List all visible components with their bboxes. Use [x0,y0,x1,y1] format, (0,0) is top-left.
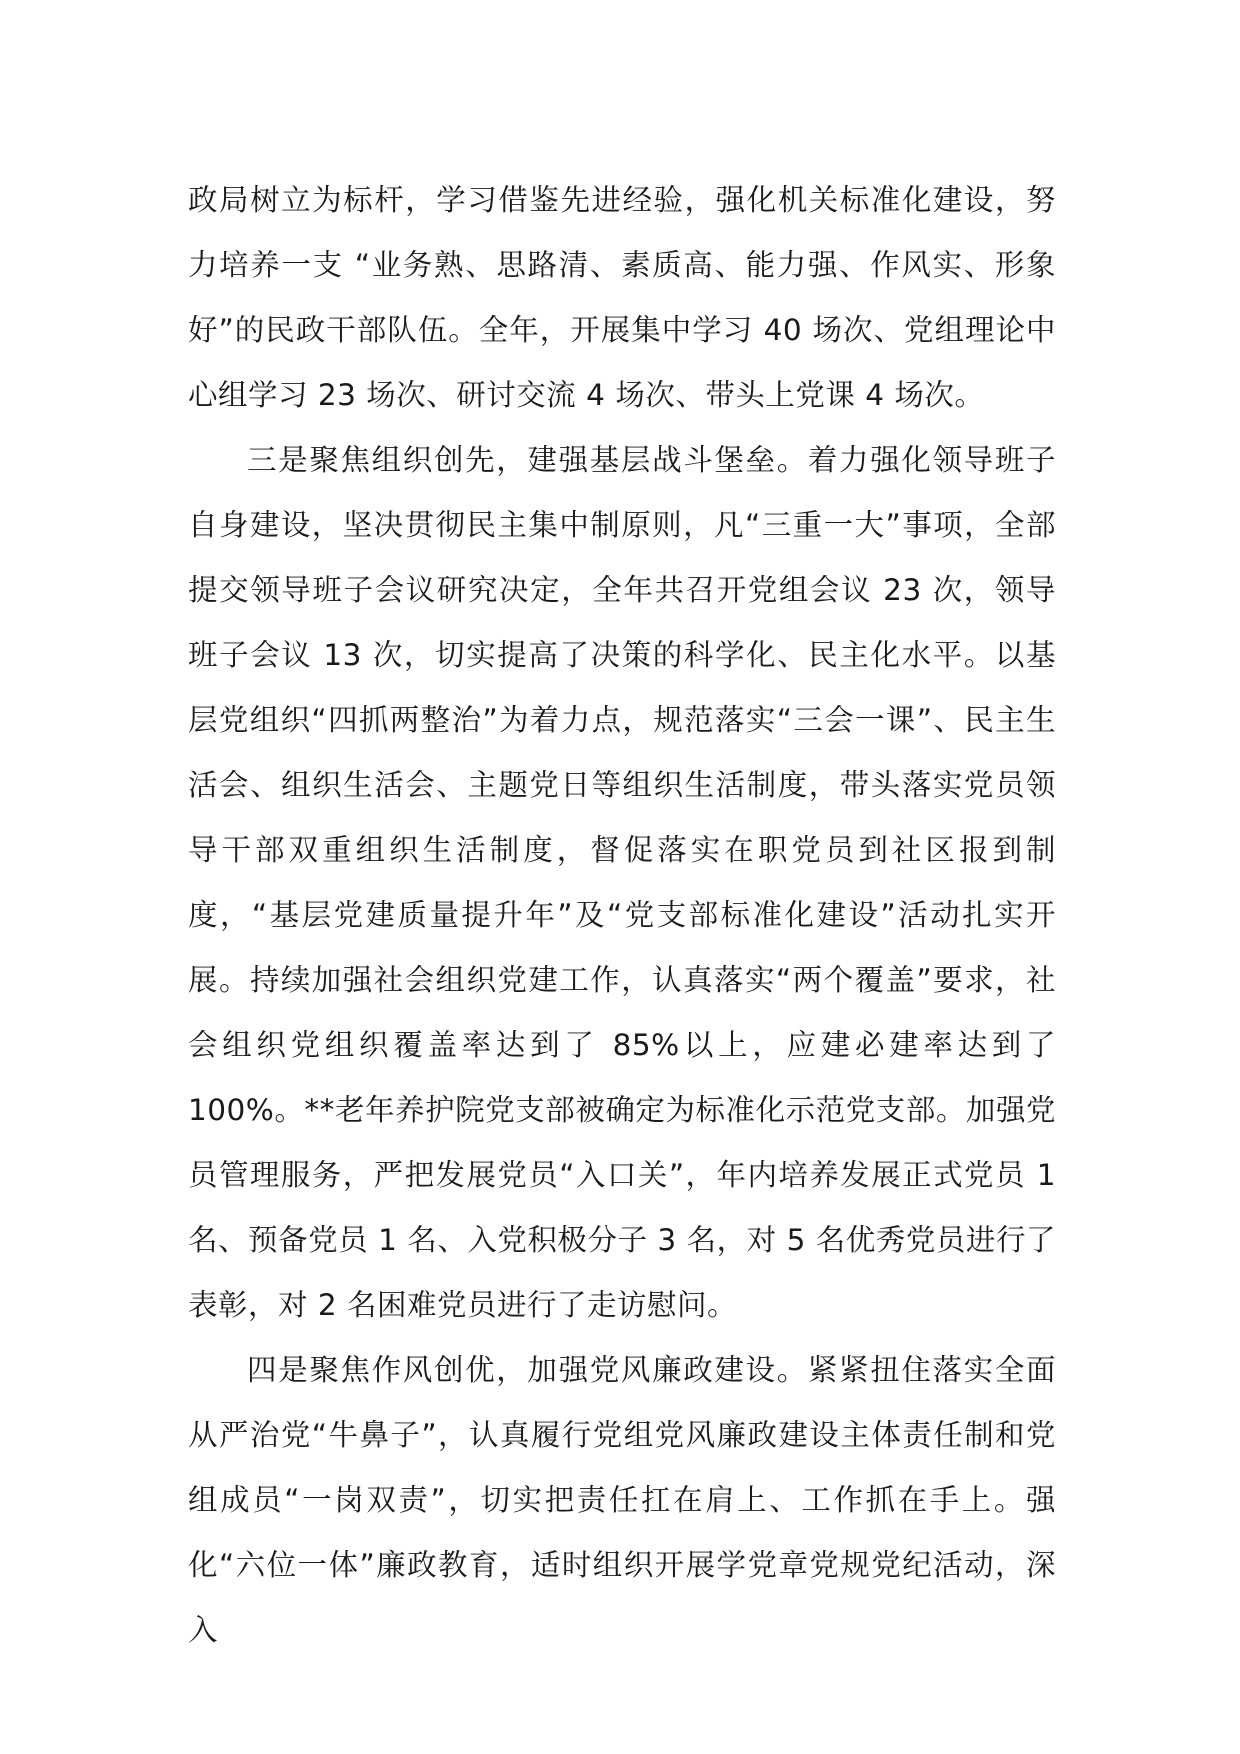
paragraph-organization: 三是聚焦组织创先，建强基层战斗堡垒。着力强化领导班子自身建设，坚决贯彻民主集中制原则，凡“三重一大”事项，全部提交领导班子会议研究决定，全年共召开党组会议 23 次，领导班子会议 13 次，切实提高了决策的科学化、民主化水平。以基层党组织“四抓两整治”为着力点，规范落实“三会一课”、民主生活会、组织生活会、主题党日等组织生活制度，带头落实党员领导干部双重组织生活制度，督促落实在职党员到社区报到制度，“基层党建质量提升年”及“党支部标准化建设”活动扎实开展。持续加强社会组织党建工作，认真落实“两个覆盖”要求，社会组织党组织覆盖率达到了 85%以上，应建必建率达到了 100%。**老年养护院党支部被确定为标准化示范党支部。加强党员管理服务，严把发展党员“入口关”，年内培养发展正式党员 1 名、预备党员 1 名、入党积极分子 3 名，对 5 名优秀党员进行了表彰，对 2 名困难党员进行了走访慰问。 [188,443,1056,1322]
paragraph-continuation: 政局树立为标杆，学习借鉴先进经验，强化机关标准化建设，努力培养一支 “业务熟、思路清、素质高、能力强、作风实、形象好”的民政干部队伍。全年，开展集中学习 40 场次、党组理论中心组学习 23 场次、研讨交流 4 场次、带头上党课 4 场次。 [188,183,1056,412]
paragraph-work-style: 四是聚焦作风创优，加强党风廉政建设。紧紧扭住落实全面从严治党“牛鼻子”，认真履行党组党风廉政建设主体责任制和党组成员“一岗双责”，切实把责任扛在肩上、工作抓在手上。强化“六位一体”廉政教育，适时组织开展学党章党规党纪活动，深入 [188,1353,1056,1647]
document-page [188,168,1056,1663]
